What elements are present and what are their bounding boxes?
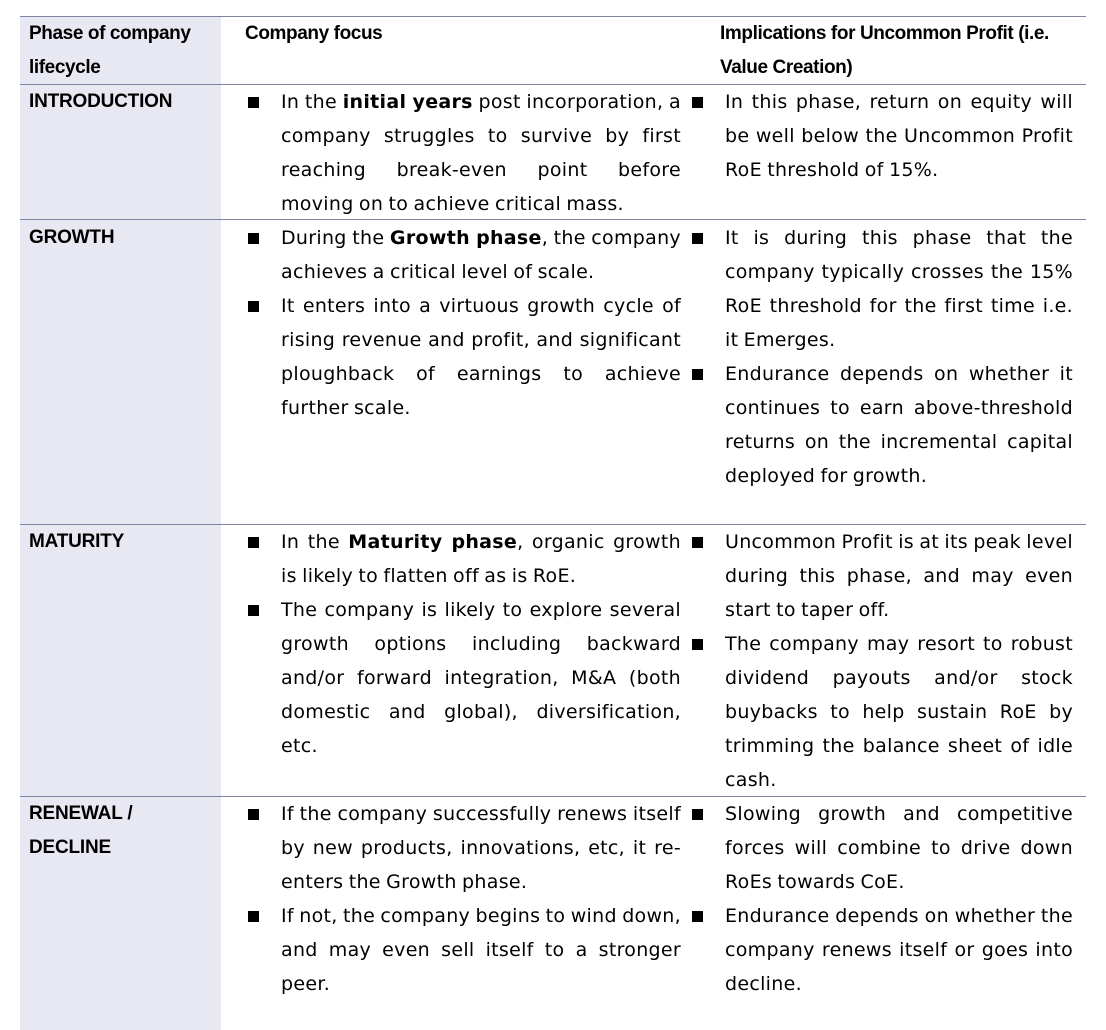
list-item	[688, 899, 1073, 1001]
square-bullet-icon	[692, 97, 703, 108]
square-bullet-icon	[248, 605, 259, 616]
list-item	[244, 221, 681, 289]
focus-text: , organic growth is likely to flatten off as is RoE.	[281, 531, 681, 587]
focus-text: If not, the company begins to wind down, and may even sell itself to a stronger peer.	[281, 905, 681, 995]
header-focus: Company focus	[245, 23, 383, 44]
square-bullet-icon	[248, 911, 259, 922]
list-item	[244, 797, 681, 899]
focus-list	[244, 221, 681, 425]
header-phase: Phase of company lifecycle	[29, 23, 191, 78]
list-item	[244, 899, 681, 1001]
list-item	[688, 357, 1073, 493]
bullet-text	[281, 85, 681, 221]
list-item	[688, 627, 1073, 797]
focus-text: post incorporation, a company struggles to survive by first reaching break-even point before moving on to achieve critical mass.	[281, 91, 681, 215]
focus-text: In the	[281, 531, 349, 553]
phase-label: GROWTH	[29, 227, 115, 248]
bullet-text	[281, 593, 681, 763]
lifecycle-table	[20, 16, 1086, 1030]
bullet-text	[725, 221, 1073, 357]
square-bullet-icon	[692, 809, 703, 820]
bullet-text	[281, 289, 681, 425]
bullet-text	[281, 221, 681, 289]
bullet-text	[725, 899, 1073, 1001]
implication-text: The company may resort to robust dividend payouts and/or stock buybacks to help sustain RoE by trimming the balance sheet of idle cash.	[725, 633, 1073, 791]
list-item	[244, 525, 681, 593]
square-bullet-icon	[248, 97, 259, 108]
square-bullet-icon	[248, 537, 259, 548]
bullet-text	[281, 899, 681, 1001]
list-item	[244, 289, 681, 425]
focus-emphasis: initial years	[342, 91, 473, 113]
bullet-text	[725, 525, 1073, 627]
phase-label: INTRODUCTION	[29, 91, 173, 112]
bullet-text	[725, 797, 1073, 899]
header-implications: Implications for Uncommon Profit (i.e. Value Creation)	[720, 23, 1049, 78]
bullet-text	[725, 627, 1073, 797]
focus-text: , the company achieves a critical level of scale.	[281, 227, 681, 283]
implication-text: Slowing growth and competitive forces will combine to drive down RoEs towards CoE.	[725, 803, 1073, 893]
list-item	[688, 221, 1073, 357]
focus-text: In the	[281, 91, 343, 113]
implication-text: Endurance depends on whether the company renews itself or goes into decline.	[725, 905, 1073, 995]
list-item	[244, 85, 681, 221]
phase-label: MATURITY	[29, 531, 125, 552]
square-bullet-icon	[692, 639, 703, 650]
list-item	[244, 593, 681, 763]
square-bullet-icon	[692, 369, 703, 380]
square-bullet-icon	[248, 233, 259, 244]
square-bullet-icon	[692, 233, 703, 244]
focus-emphasis: Growth phase	[389, 227, 542, 249]
implication-text: In this phase, return on equity will be well below the Uncommon Profit RoE threshold of 15%.	[725, 91, 1073, 181]
focus-emphasis: Maturity phase	[348, 531, 518, 553]
list-item	[688, 797, 1073, 899]
implications-list	[688, 525, 1073, 797]
list-item	[688, 525, 1073, 627]
square-bullet-icon	[248, 301, 259, 312]
phase-label: RENEWAL / DECLINE	[29, 803, 133, 858]
implication-text: It is during this phase that the company typically crosses the 15% RoE threshold for the first time i.e. it Emerges.	[725, 227, 1073, 351]
square-bullet-icon	[692, 537, 703, 548]
square-bullet-icon	[692, 911, 703, 922]
implication-text: Uncommon Profit is at its peak level during this phase, and may even start to taper off.	[725, 531, 1073, 621]
implication-text: Endurance depends on whether it continues to earn above-threshold returns on the incremental capital deployed for growth.	[725, 363, 1073, 487]
bullet-text	[725, 85, 1073, 187]
list-item	[688, 85, 1073, 187]
focus-list	[244, 85, 681, 221]
implications-list	[688, 221, 1073, 493]
focus-text: The company is likely to explore several growth options including backward and/or forward integration, M&A (both domestic and global), diversification, etc.	[281, 599, 681, 757]
focus-list	[244, 525, 681, 763]
focus-text: During the	[281, 227, 390, 249]
focus-list	[244, 797, 681, 1001]
focus-text: If the company successfully renews itself by new products, innovations, etc, it re-enters the Growth phase.	[281, 803, 681, 893]
implications-list	[688, 797, 1073, 1001]
implications-list	[688, 85, 1073, 187]
square-bullet-icon	[248, 809, 259, 820]
focus-text: It enters into a virtuous growth cycle of rising revenue and profit, and significant ploughback of earnings to achieve further scale.	[281, 295, 681, 419]
phase-column-shading	[20, 16, 221, 1030]
bullet-text	[281, 797, 681, 899]
bullet-text	[281, 525, 681, 593]
bullet-text	[725, 357, 1073, 493]
